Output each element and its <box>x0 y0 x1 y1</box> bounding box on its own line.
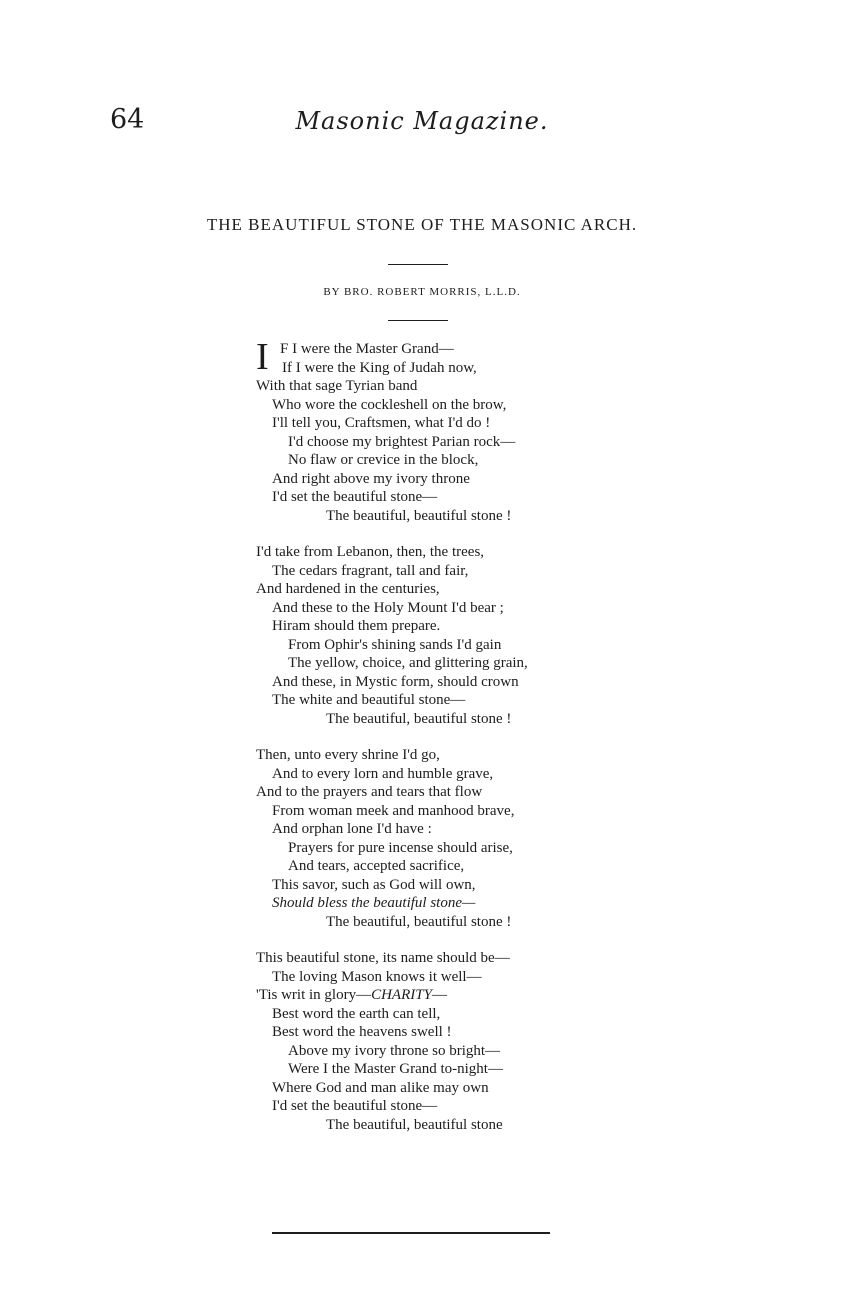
poem-line: This beautiful stone, its name should be— <box>256 950 510 966</box>
stanza-3 <box>256 746 676 931</box>
page-number: 64 <box>110 104 145 135</box>
stanza-4 <box>256 949 676 1134</box>
poem-refrain: The beautiful, beautiful stone ! <box>326 507 512 524</box>
poem-line: From woman meek and manhood brave, <box>272 802 515 819</box>
poem-line: And these, in Mystic form, should crown <box>272 673 519 690</box>
stanza-2 <box>256 543 676 728</box>
poem-line: Prayers for pure incense should arise, <box>288 839 513 856</box>
poem-line: I'd choose my brightest Parian rock— <box>288 433 516 450</box>
poem-line: Were I the Master Grand to-night— <box>288 1061 503 1077</box>
poem-refrain: The beautiful, beautiful stone <box>326 1116 503 1133</box>
poem-line-text: 'Tis writ in glory— <box>256 987 372 1003</box>
poem-line-text: — <box>431 987 447 1003</box>
poem-line: The white and beautiful stone— <box>272 692 466 708</box>
poem-line: The yellow, choice, and glittering grain, <box>288 655 528 671</box>
poem-line: Then, unto every shrine I'd go, <box>256 747 440 763</box>
poem-line: Should bless the beautiful stone— <box>272 895 476 911</box>
title-divider <box>388 264 448 265</box>
poem-refrain: The beautiful, beautiful stone ! <box>326 913 512 930</box>
drop-cap: I <box>256 336 269 378</box>
byline-divider <box>388 320 448 321</box>
poem-line: And these to the Holy Mount I'd bear ; <box>272 599 504 616</box>
poem-line: If I were the King of Judah now, <box>282 359 477 376</box>
running-title: Masonic Magazine. <box>295 107 549 135</box>
stanza-1 <box>256 336 676 525</box>
poem-line: Where God and man alike may own <box>272 1079 489 1096</box>
poem-line: And tears, accepted sacrifice, <box>288 858 465 874</box>
poem-line <box>256 986 676 1005</box>
poem-line: And to every lorn and humble grave, <box>272 765 494 782</box>
poem-line: This savor, such as God will own, <box>272 876 476 893</box>
article-byline: BY BRO. ROBERT MORRIS, L.L.D. <box>323 286 521 298</box>
poem-line: And to the prayers and tears that flow <box>256 784 483 800</box>
poem-line: And hardened in the centuries, <box>256 581 440 597</box>
poem-line: I'll tell you, Craftsmen, what I'd do ! <box>272 415 491 431</box>
charity-emphasis: CHARITY <box>371 987 432 1003</box>
poem-line: No flaw or crevice in the block, <box>288 452 479 468</box>
poem-line: Hiram should them prepare. <box>272 618 441 634</box>
poem-line: And orphan lone I'd have : <box>272 821 432 837</box>
poem-line-text: F I were the Master Grand— <box>280 341 454 357</box>
poem-line: With that sage Tyrian band <box>256 378 418 394</box>
poem-body <box>256 336 676 1152</box>
poem-line: I'd set the beautiful stone— <box>272 1098 438 1114</box>
poem-line: Best word the earth can tell, <box>272 1005 441 1022</box>
poem-refrain: The beautiful, beautiful stone ! <box>326 710 512 727</box>
poem-line: Who wore the cockleshell on the brow, <box>272 396 507 413</box>
poem-line: The cedars fragrant, tall and fair, <box>272 562 469 579</box>
poem-line: The loving Mason knows it well— <box>272 968 482 985</box>
article-title: THE BEAUTIFUL STONE OF THE MASONIC ARCH. <box>206 215 638 234</box>
end-rule <box>272 1232 550 1234</box>
poem-line: And right above my ivory throne <box>272 470 470 487</box>
poem-line: I'd set the beautiful stone— <box>272 489 438 505</box>
poem-line: Above my ivory throne so bright— <box>288 1042 501 1059</box>
poem-line: I'd take from Lebanon, then, the trees, <box>256 544 485 560</box>
poem-line: From Ophir's shining sands I'd gain <box>288 636 502 653</box>
poem-line: Best word the heavens swell ! <box>272 1024 452 1040</box>
